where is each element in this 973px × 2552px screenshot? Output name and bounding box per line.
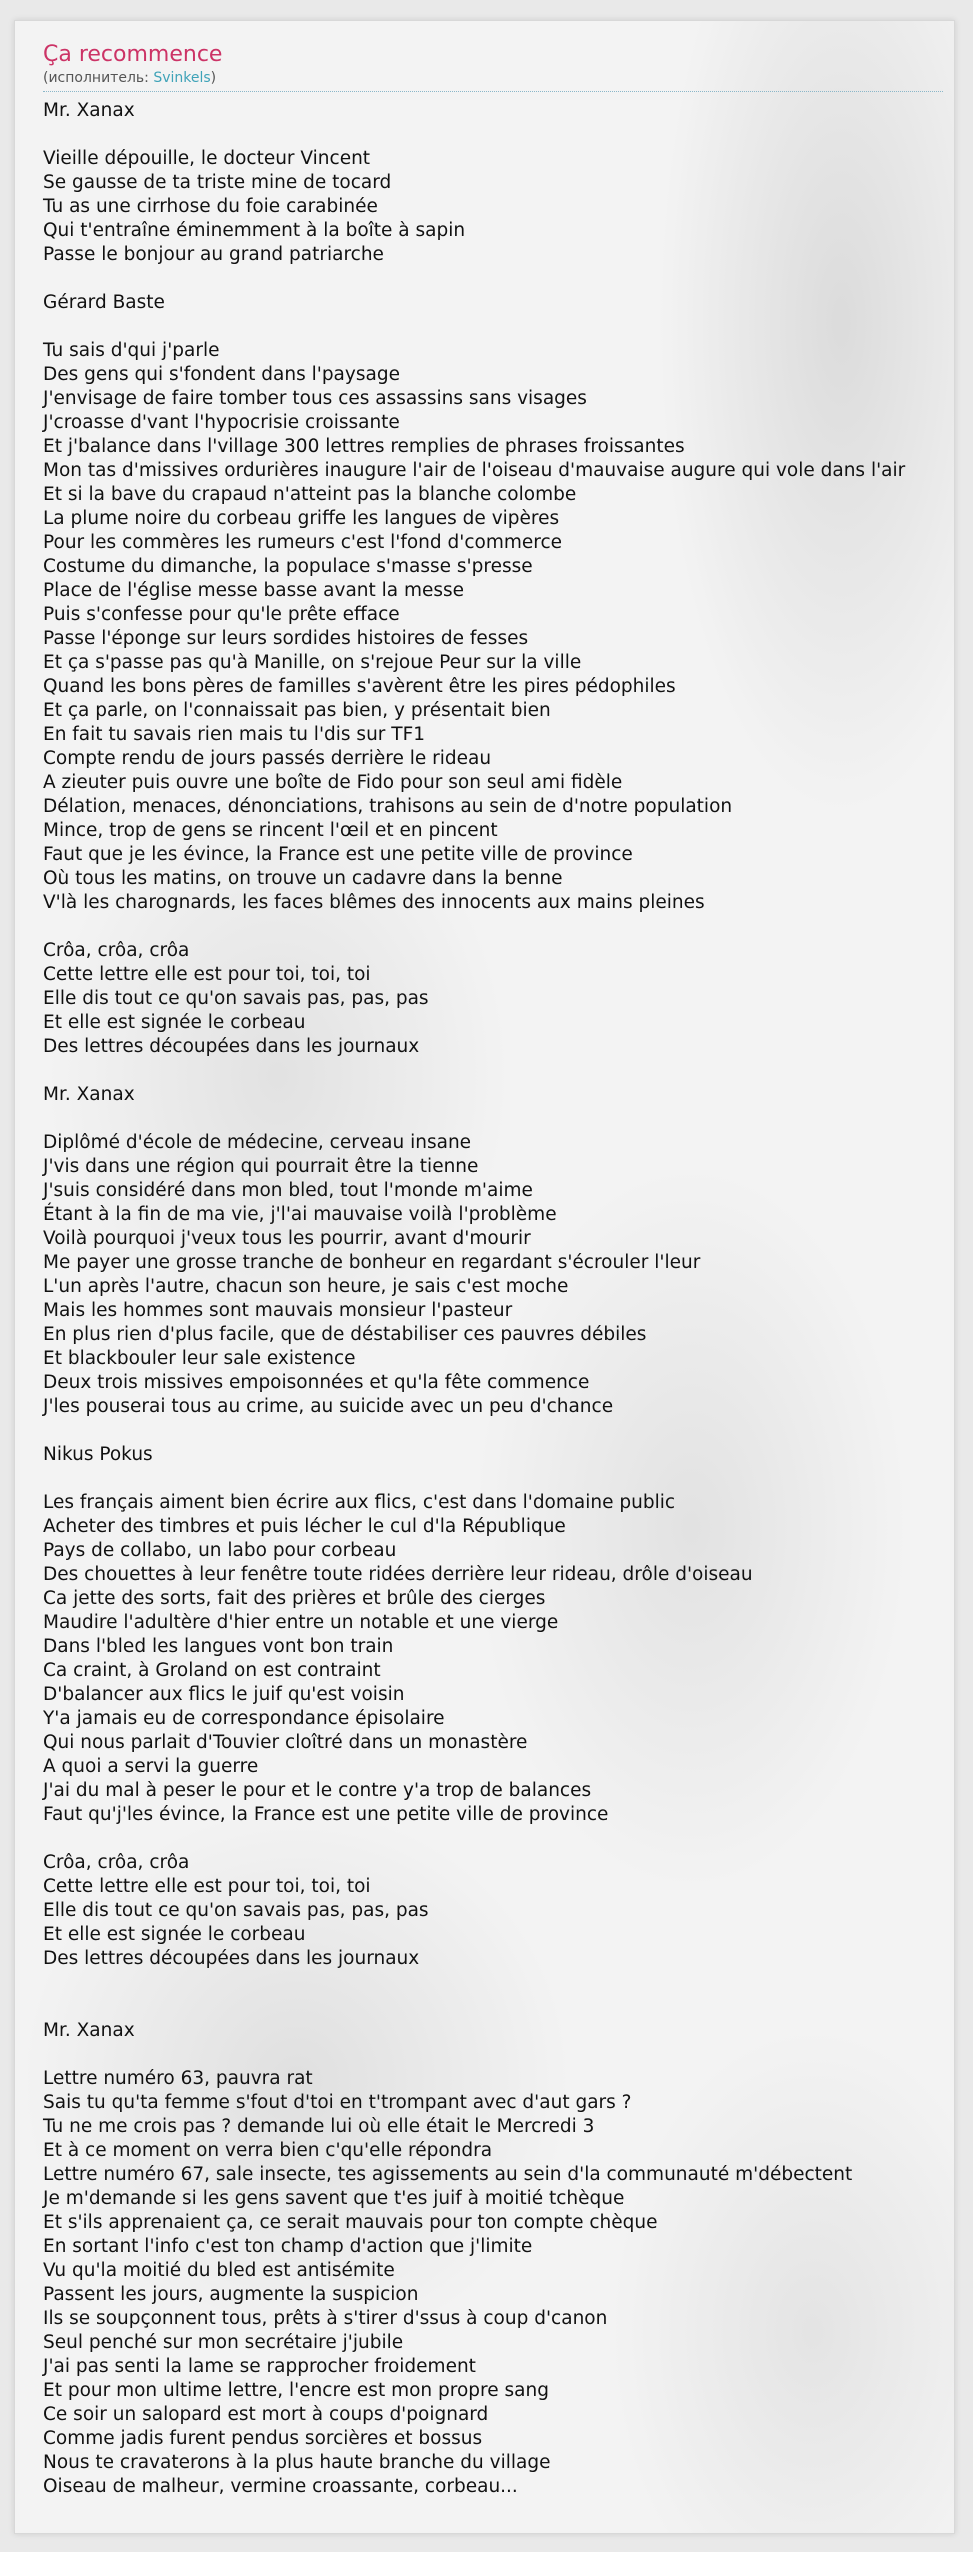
lyric-line: Passe l'éponge sur leurs sordides histoires de fesses (43, 628, 529, 649)
lyric-line: Ils se soupçonnent tous, prêts à s'tirer d'ssus à coup d'canon (43, 2308, 608, 2329)
lyric-line: Place de l'église messe basse avant la messe (43, 580, 465, 601)
lyric-line: D'balancer aux flics le juif qu'est voisin (43, 1684, 405, 1705)
lyric-line: Je m'demande si les gens savent que t'es juif à moitié tchèque (43, 2188, 625, 2209)
lyric-line (43, 1107, 955, 1131)
lyric-line (43, 123, 955, 147)
lyric-line: Les français aiment bien écrire aux flics, c'est dans l'domaine public (43, 1492, 676, 1513)
lyric-line: Mince, trop de gens se rincent l'œil et en pincent (43, 820, 498, 841)
lyric-line: Lettre numéro 67, sale insecte, tes agissements au sein d'la communauté m'débectent (43, 2164, 853, 2185)
lyric-line: Deux trois missives empoisonnées et qu'la fête commence (43, 1372, 590, 1393)
lyric-line: Faut qu'j'les évince, la France est une petite ville de province (43, 1804, 609, 1825)
lyric-line: Passe le bonjour au grand patriarche (43, 244, 384, 265)
lyric-line: J'envisage de faire tomber tous ces assassins sans visages (43, 388, 587, 409)
lyric-line: Et blackbouler leur sale existence (43, 1348, 356, 1369)
lyric-line: Y'a jamais eu de correspondance épisolaire (43, 1708, 445, 1729)
lyric-line: Acheter des timbres et puis lécher le cul d'la République (43, 1516, 566, 1537)
lyric-line: Cette lettre elle est pour toi, toi, toi (43, 1876, 371, 1897)
lyric-line: Cette lettre elle est pour toi, toi, toi (43, 964, 371, 985)
lyric-line: Mr. Xanax (43, 2020, 135, 2041)
lyric-line: Puis s'confesse pour qu'le prête efface (43, 604, 400, 625)
lyric-line: J'les pouserai tous au crime, au suicide avec un peu d'chance (43, 1396, 614, 1417)
lyric-line: Et s'ils apprenaient ça, ce serait mauvais pour ton compte chèque (43, 2212, 658, 2233)
lyric-line (43, 1971, 955, 1995)
lyrics-page (14, 20, 955, 2534)
lyric-line (43, 1059, 955, 1083)
lyric-line: Lettre numéro 63, pauvra rat (43, 2068, 313, 2089)
lyric-line: Nikus Pokus (43, 1444, 153, 1465)
lyric-line: L'un après l'autre, chacun son heure, je sais c'est moche (43, 1276, 569, 1297)
lyric-line: Ce soir un salopard est mort à coups d'poignard (43, 2404, 489, 2425)
lyric-line: A quoi a servi la guerre (43, 1756, 259, 1777)
lyric-line (43, 1467, 955, 1491)
lyric-line: Pour les commères les rumeurs c'est l'fond d'commerce (43, 532, 563, 553)
lyric-line: Étant à la fin de ma vie, j'l'ai mauvaise voilà l'problème (43, 1204, 557, 1225)
lyric-line: Compte rendu de jours passés derrière le rideau (43, 748, 492, 769)
lyric-line: Nous te cravaterons à la plus haute branche du village (43, 2452, 551, 2473)
lyric-line: Me payer une grosse tranche de bonheur en regardant s'écrouler l'leur (43, 1252, 701, 1273)
lyric-line (43, 1419, 955, 1443)
lyric-line: Costume du dimanche, la populace s'masse s'presse (43, 556, 533, 577)
lyric-line: Comme jadis furent pendus sorcières et bossus (43, 2428, 483, 2449)
performer-line (43, 69, 943, 87)
lyric-line: Et si la bave du crapaud n'atteint pas la blanche colombe (43, 484, 577, 505)
lyric-line: Maudire l'adultère d'hier entre un notable et une vierge (43, 1612, 559, 1633)
lyric-line: Faut que je les évince, la France est une petite ville de province (43, 844, 633, 865)
lyric-line: Et pour mon ultime lettre, l'encre est mon propre sang (43, 2380, 549, 2401)
lyric-line: Mr. Xanax (43, 1084, 135, 1105)
lyric-line: Et à ce moment on verra bien c'qu'elle répondra (43, 2140, 493, 2161)
lyric-line: Se gausse de ta triste mine de tocard (43, 172, 392, 193)
lyric-line: A zieuter puis ouvre une boîte de Fido pour son seul ami fidèle (43, 772, 623, 793)
song-title: Ça recommence (43, 42, 223, 67)
lyric-line: Pays de collabo, un labo pour corbeau (43, 1540, 397, 1561)
lyric-line: Crôa, crôa, crôa (43, 1852, 190, 1873)
lyric-line: Des gens qui s'fondent dans l'paysage (43, 364, 400, 385)
lyric-line: En plus rien d'plus facile, que de déstabiliser ces pauvres débiles (43, 1324, 647, 1345)
lyric-line: Oiseau de malheur, vermine croassante, corbeau... (43, 2476, 518, 2497)
lyric-line: J'suis considéré dans mon bled, tout l'monde m'aime (43, 1180, 533, 1201)
lyric-line: Des lettres découpées dans les journaux (43, 1948, 420, 1969)
lyric-line: Qui nous parlait d'Touvier cloîtré dans un monastère (43, 1732, 528, 1753)
lyric-line: Mais les hommes sont mauvais monsieur l'pasteur (43, 1300, 513, 1321)
lyric-line: Mon tas d'missives ordurières inaugure l'air de l'oiseau d'mauvaise augure qui vole dans l'air (43, 460, 906, 481)
lyric-line: J'ai pas senti la lame se rapprocher froidement (43, 2356, 476, 2377)
lyric-line (43, 267, 955, 291)
lyric-line: Gérard Baste (43, 292, 165, 313)
lyric-line: Et elle est signée le corbeau (43, 1924, 306, 1945)
lyric-line: La plume noire du corbeau griffe les langues de vipères (43, 508, 560, 529)
lyric-line: J'ai du mal à peser le pour et le contre y'a trop de balances (43, 1780, 592, 1801)
lyric-line: Des chouettes à leur fenêtre toute ridées derrière leur rideau, drôle d'oiseau (43, 1564, 753, 1585)
lyric-line: Et elle est signée le corbeau (43, 1012, 306, 1033)
lyric-line: Elle dis tout ce qu'on savais pas, pas, pas (43, 1900, 429, 1921)
lyric-line: V'là les charognards, les faces blêmes des innocents aux mains pleines (43, 892, 705, 913)
lyric-line (43, 1995, 955, 2019)
lyric-line: Vieille dépouille, le docteur Vincent (43, 148, 371, 169)
lyric-line: Délation, menaces, dénonciations, trahisons au sein de d'notre population (43, 796, 733, 817)
lyric-line: Passent les jours, augmente la suspicion (43, 2284, 419, 2305)
lyric-line (43, 2043, 955, 2067)
lyric-line: Tu sais d'qui j'parle (43, 340, 220, 361)
lyrics-text (43, 99, 955, 2499)
lyric-line: J'croasse d'vant l'hypocrisie croissante (43, 412, 400, 433)
lyric-line: Ca jette des sorts, fait des prières et brûle des cierges (43, 1588, 546, 1609)
lyric-line: Et ça s'passe pas qu'à Manille, on s'rejoue Peur sur la ville (43, 652, 582, 673)
lyric-line: Voilà pourquoi j'veux tous les pourrir, avant d'mourir (43, 1228, 531, 1249)
lyric-line: Des lettres découpées dans les journaux (43, 1036, 420, 1057)
performer-prefix: (исполнитель: (43, 70, 154, 86)
lyric-line: En fait tu savais rien mais tu l'dis sur TF1 (43, 724, 425, 745)
lyric-line: Où tous les matins, on trouve un cadavre dans la benne (43, 868, 563, 889)
lyric-line: Dans l'bled les langues vont bon train (43, 1636, 394, 1657)
lyric-line (43, 315, 955, 339)
lyric-line: Tu ne me crois pas ? demande lui où elle était le Mercredi 3 (43, 2116, 595, 2137)
lyric-line: Mr. Xanax (43, 100, 135, 121)
lyric-line: Qui t'entraîne éminemment à la boîte à sapin (43, 220, 466, 241)
lyric-line: J'vis dans une région qui pourrait être la tienne (43, 1156, 479, 1177)
song-header (43, 41, 943, 92)
lyric-line: Vu qu'la moitié du bled est antisémite (43, 2260, 395, 2281)
lyric-line: Seul penché sur mon secrétaire j'jubile (43, 2332, 404, 2353)
lyric-line: Elle dis tout ce qu'on savais pas, pas, pas (43, 988, 429, 1009)
lyric-line: Et ça parle, on l'connaissait pas bien, y présentait bien (43, 700, 551, 721)
lyric-line: Diplômé d'école de médecine, cerveau insane (43, 1132, 472, 1153)
lyric-line: Quand les bons pères de familles s'avèrent être les pires pédophiles (43, 676, 676, 697)
performer-suffix: ) (210, 70, 217, 86)
lyric-line (43, 915, 955, 939)
lyric-line: Ca craint, à Groland on est contraint (43, 1660, 381, 1681)
lyric-line: Crôa, crôa, crôa (43, 940, 190, 961)
lyric-line: Et j'balance dans l'village 300 lettres remplies de phrases froissantes (43, 436, 685, 457)
lyric-line: En sortant l'info c'est ton champ d'action que j'limite (43, 2236, 533, 2257)
lyric-line: Tu as une cirrhose du foie carabinée (43, 196, 378, 217)
lyric-line (43, 1827, 955, 1851)
lyric-line: Sais tu qu'ta femme s'fout d'toi en t'trompant avec d'aut gars ? (43, 2092, 632, 2113)
artist-link[interactable]: Svinkels (153, 70, 211, 86)
